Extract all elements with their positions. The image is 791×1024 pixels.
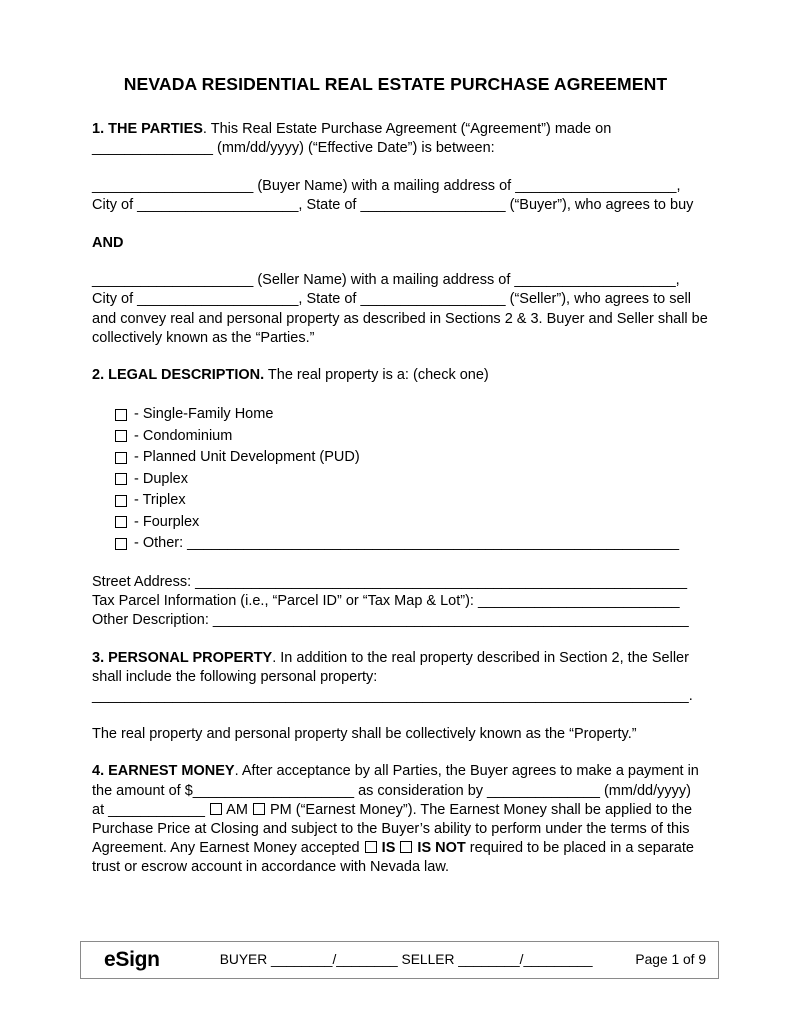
am-label: AM: [222, 801, 252, 818]
buyer-city-state-line: City of ____________________, State of __________________ (“Buyer”), who agrees to buy: [92, 197, 694, 213]
section-3-heading: 3. PERSONAL PROPERTY: [92, 649, 273, 666]
parties-line-1: [92, 121, 611, 137]
personal-property-line-1: [92, 650, 689, 666]
checkbox-is-not[interactable]: [400, 841, 412, 853]
property-type-option: [115, 447, 699, 469]
personal-property-continuation: shall include the following personal property:: [92, 669, 378, 686]
buyer-seller-initials-line: BUYER ________/________ SELLER ________/_________: [219, 952, 593, 968]
buyer-paragraph: [92, 177, 699, 215]
checkbox-planned-unit-development[interactable]: [115, 452, 127, 464]
option-label: - Triplex: [134, 492, 186, 509]
section-3-intro: . In addition to the real property described in Section 2, the Seller: [272, 649, 689, 666]
earnest-line-2: [92, 783, 691, 799]
option-label: - Other: _____________________________________________________________: [134, 535, 680, 552]
earnest-line-1: [92, 763, 699, 779]
checkbox-single-family-home[interactable]: [115, 409, 127, 421]
earnest-amount-line: the amount of $____________________ as consideration by ______________ (mm/dd/yyyy): [92, 782, 691, 799]
section-1-the-parties: [92, 120, 699, 158]
tax-parcel-field: Tax Parcel Information (i.e., “Parcel ID” or “Tax Map & Lot”): _________________________: [92, 593, 680, 610]
section-2-heading: 2. LEGAL DESCRIPTION.: [92, 367, 265, 384]
earnest-accepted-text: Agreement. Any Earnest Money accepted: [92, 840, 364, 857]
is-not-label: IS NOT: [413, 840, 466, 857]
esign-logo: eSign: [104, 948, 160, 972]
seller-line-2: [92, 291, 691, 307]
property-type-option: [115, 404, 699, 426]
property-note-text: The real property and personal property shall be collectively known as the “Property.”: [92, 725, 637, 742]
parties-known-as-line: collectively known as the “Parties.”: [92, 329, 315, 346]
street-address-line: [92, 574, 687, 590]
option-label: - Duplex: [134, 470, 188, 487]
section-1-heading: 1. THE PARTIES: [92, 121, 203, 137]
parties-line-2: [92, 140, 495, 156]
property-details-block: [92, 573, 699, 631]
property-type-option: [115, 533, 699, 555]
property-type-option: [115, 511, 699, 533]
section-4-intro: . After acceptance by all Parties, the Buyer agrees to make a payment in: [234, 763, 699, 780]
option-label: - Condominium: [134, 427, 233, 444]
section-3-personal-property: [92, 649, 699, 707]
property-type-option: [115, 425, 699, 447]
earnest-line-6: [92, 859, 449, 875]
property-definition-note: [92, 725, 699, 744]
buyer-line-1: [92, 178, 681, 194]
checkbox-pm[interactable]: [253, 803, 265, 815]
legal-description-line: [92, 367, 489, 383]
seller-line-4: [92, 330, 314, 346]
option-label: - Fourplex: [134, 513, 200, 530]
and-separator: AND: [92, 234, 124, 251]
option-label: - Single-Family Home: [134, 406, 274, 423]
section-2-legal-description: [92, 366, 699, 385]
earnest-required-text: required to be placed in a separate: [465, 840, 694, 857]
earnest-trust-line: trust or escrow account in accordance with Nevada law.: [92, 859, 450, 876]
seller-paragraph: [92, 271, 708, 348]
other-description-field: Other Description: ___________________________________________________________: [92, 612, 689, 629]
seller-city-state-line: City of ____________________, State of __________________ (“Seller”), who agrees to sell: [92, 291, 691, 308]
earnest-line-5: [92, 840, 694, 856]
section-1-intro: . This Real Estate Purchase Agreement (“Agreement”) made on: [202, 121, 612, 137]
document-title: NEVADA RESIDENTIAL REAL ESTATE PURCHASE AGREEMENT: [123, 74, 668, 94]
effective-date-blank-line: _______________ (mm/dd/yyyy) (“Effective Date”) is between:: [92, 140, 495, 157]
earnest-time-blank: at ____________: [92, 801, 209, 818]
seller-line-3: [92, 311, 708, 327]
personal-property-blank-line: [92, 688, 693, 704]
property-type-option: [115, 490, 699, 512]
pm-label-and-rest: PM (“Earnest Money”). The Earnest Money shall be applied to the: [265, 801, 693, 818]
earnest-purchase-price-line: Purchase Price at Closing and subject to the Buyer’s ability to perform under the terms of this: [92, 821, 690, 838]
section-2-intro: The real property is a: (check one): [264, 367, 489, 384]
checkbox-is[interactable]: [365, 841, 377, 853]
personal-property-blank: __________________________________________________________________________.: [92, 688, 693, 705]
buyer-name-address-line: ____________________ (Buyer Name) with a mailing address of ____________________,: [92, 177, 681, 194]
checkbox-duplex[interactable]: [115, 473, 127, 485]
page-footer: [80, 941, 719, 979]
seller-convey-line: and convey real and personal property as described in Sections 2 & 3. Buyer and Seller shall be: [92, 310, 708, 327]
property-type-option: [115, 468, 699, 490]
earnest-line-3: [92, 802, 692, 818]
is-label: IS: [377, 840, 400, 857]
section-4-earnest-money: [92, 762, 699, 877]
tax-parcel-line: [92, 593, 680, 609]
option-label: - Planned Unit Development (PUD): [134, 449, 360, 466]
page-number: Page 1 of 9: [635, 952, 706, 968]
checkbox-triplex[interactable]: [115, 495, 127, 507]
checkbox-am[interactable]: [210, 803, 222, 815]
property-type-options: [92, 404, 699, 555]
street-address-field: Street Address: _____________________________________________________________: [92, 573, 688, 590]
checkbox-condominium[interactable]: [115, 430, 127, 442]
seller-name-address-line: ____________________ (Seller Name) with a mailing address of ____________________,: [92, 272, 680, 289]
buyer-line-2: [92, 197, 693, 213]
other-description-line: [92, 612, 689, 628]
property-note-line: [92, 726, 637, 742]
personal-property-line-2: [92, 669, 377, 685]
seller-line-1: [92, 272, 680, 288]
checkbox-other[interactable]: [115, 538, 127, 550]
checkbox-fourplex[interactable]: [115, 516, 127, 528]
section-4-heading: 4. EARNEST MONEY: [92, 763, 235, 780]
earnest-line-4: [92, 821, 689, 837]
